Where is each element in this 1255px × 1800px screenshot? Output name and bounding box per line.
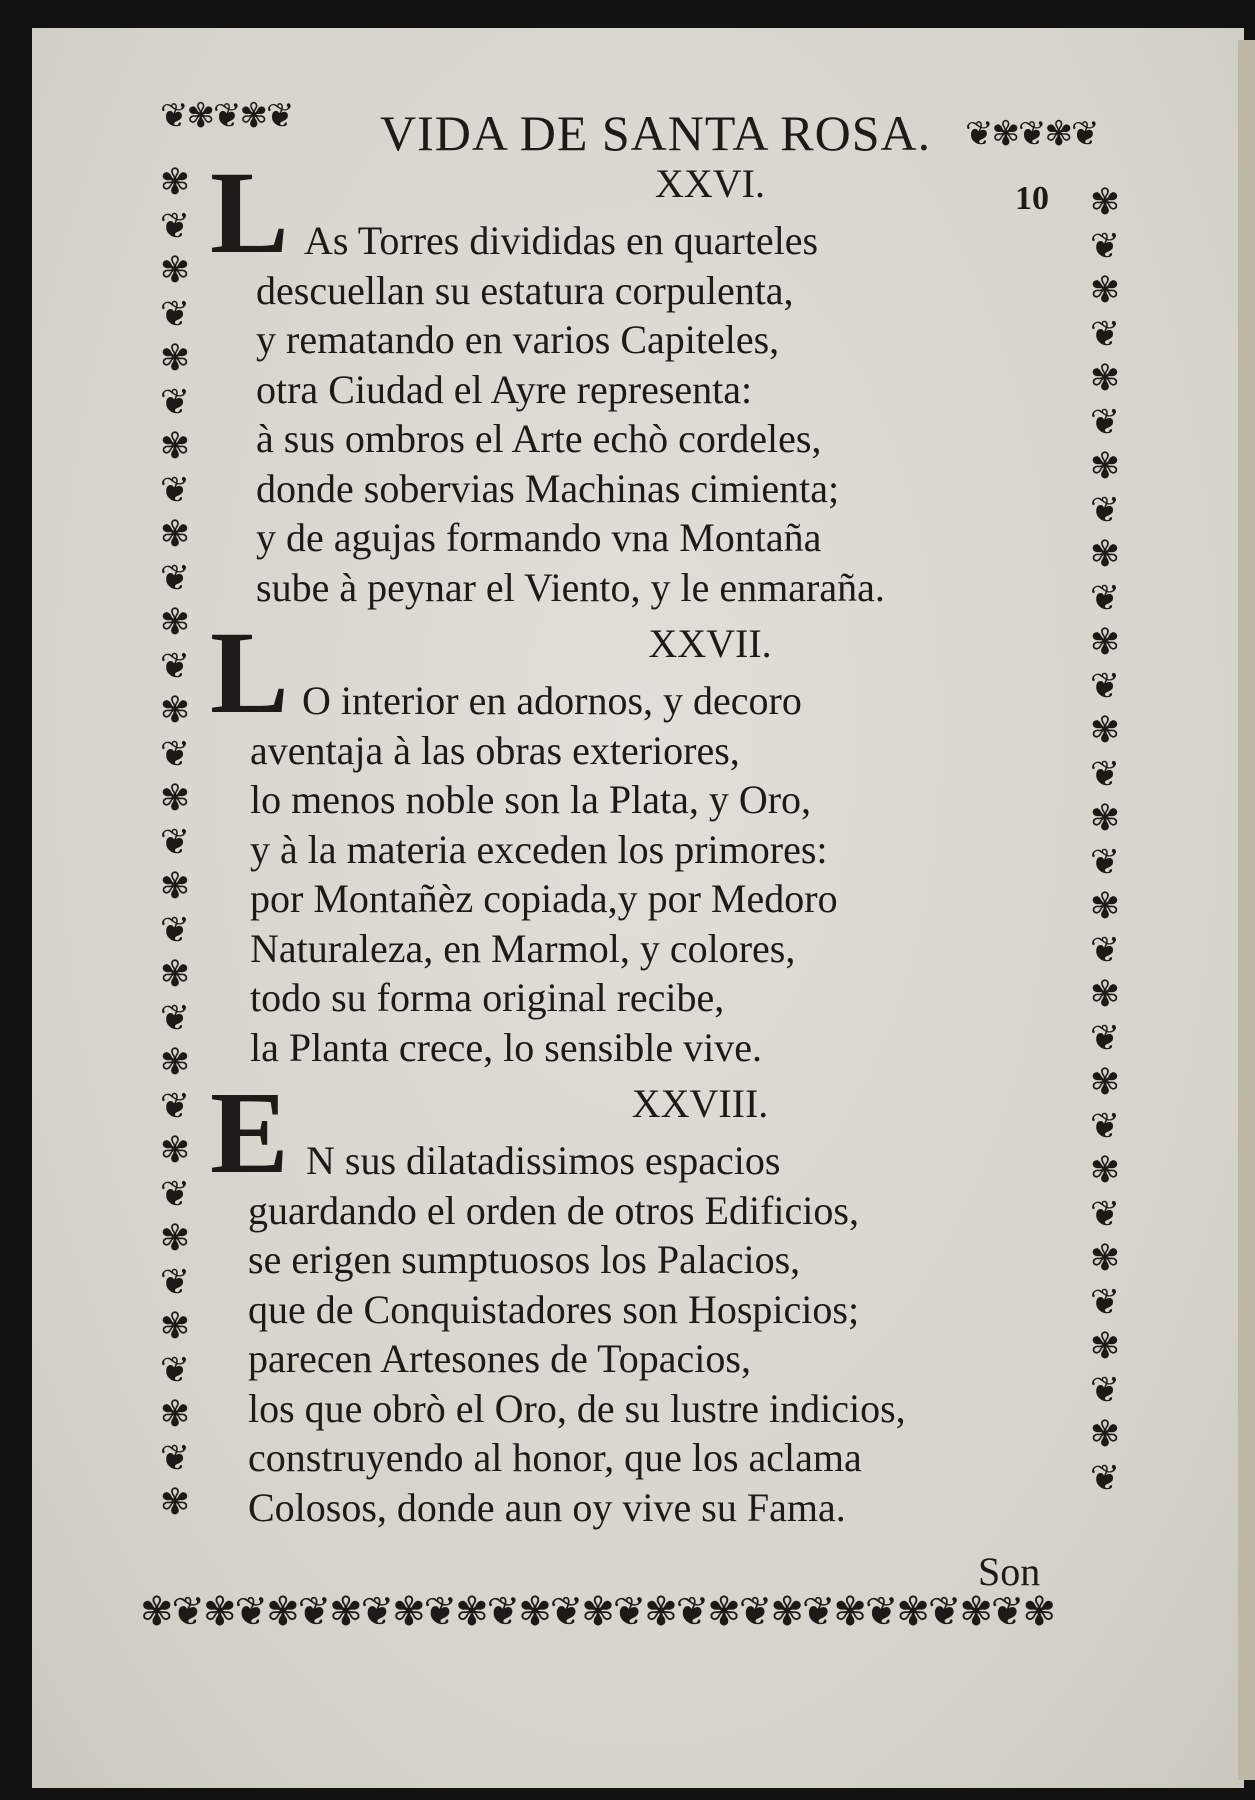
verse-line: la Planta crece, lo sensible vive.: [250, 1024, 763, 1070]
ornament-bottom-border-icon: ✾❦✾❦✾❦✾❦✾❦✾❦✾❦✾❦✾❦✾❦✾❦✾❦✾❦✾❦✾: [140, 1589, 1054, 1634]
verse-line: lo menos noble son la Plata, y Oro,: [250, 777, 812, 822]
ornament-left-border-icon: ✾ ❦ ✾ ❦ ✾ ❦ ✾ ❦ ✾ ❦ ✾ ❦ ✾ ❦ ✾ ❦ ✾ ❦ ✾ ❦ ✾ ❦ ✾ ❦ ✾ ❦ ✾ ❦ ✾ ❦ ✾: [159, 162, 191, 1522]
verse-line: sube à peynar el Viento, y le enmaraña.: [256, 564, 885, 610]
ornament-top-right-icon: ❦✾❦✾❦: [965, 116, 1098, 153]
verse-line: y à la materia exceden los primores:: [250, 826, 828, 872]
ornament-right-border-icon: ✾ ❦ ✾ ❦ ✾ ❦ ✾ ❦ ✾ ❦ ✾ ❦ ✾ ❦ ✾ ❦ ✾ ❦ ✾ ❦ ✾ ❦ ✾ ❦ ✾ ❦ ✾ ❦ ✾ ❦: [1089, 182, 1121, 1498]
stanza-lines: [248, 1136, 906, 1532]
verse-line: parecen Artesones de Topacios,: [248, 1336, 751, 1381]
stanza-number: XXVII.: [648, 621, 772, 666]
verse-line: se erigen sumptuosos los Palacios,: [248, 1237, 801, 1282]
verse-line: à sus ombros el Arte echò cordeles,: [256, 416, 822, 461]
drop-cap: E: [210, 1067, 289, 1198]
verse-line: guardando el orden de otros Edificios,: [248, 1187, 859, 1233]
stanza-lines: [250, 676, 838, 1072]
ornament-top-left-icon: ❦✾❦✾❦: [160, 98, 293, 135]
verse-line: N sus dilatadissimos espacios: [306, 1138, 781, 1183]
running-title: VIDA DE SANTA ROSA.: [380, 105, 932, 161]
verse-line: aventaja à las obras exteriores,: [250, 727, 740, 773]
catchword: Son: [978, 1549, 1041, 1594]
drop-cap: L: [210, 607, 289, 738]
page-number: 10: [1015, 180, 1049, 217]
facing-page-edge: [1238, 40, 1255, 1780]
stanza-number: XXVIII.: [631, 1081, 769, 1126]
drop-cap: L: [210, 147, 289, 278]
verse-line: construyendo al honor, que los aclama: [248, 1435, 862, 1480]
verse-line: donde sobervias Machinas cimienta;: [256, 465, 840, 511]
stanza-number: XXVI.: [655, 161, 765, 206]
verse-line: por Montañèz copiada,y por Medoro: [250, 876, 838, 921]
verse-line: los que obrò el Oro, de su lustre indicios,: [248, 1385, 906, 1431]
verse-line: O interior en adornos, y decoro: [302, 678, 802, 723]
stanza-lines: [256, 216, 885, 612]
verse-line: Naturaleza, en Marmol, y colores,: [250, 925, 796, 971]
verse-line: descuellan su estatura corpulenta,: [256, 267, 794, 313]
verse-line: As Torres divididas en quarteles: [304, 218, 819, 263]
verse-line: y de agujas formando vna Montaña: [256, 515, 822, 560]
verse-line: Colosos, donde aun oy vive su Fama.: [248, 1484, 846, 1530]
verse-line: que de Conquistadores son Hospicios;: [248, 1286, 860, 1332]
verse-line: todo su forma original recibe,: [250, 975, 725, 1020]
verse-line: otra Ciudad el Ayre representa:: [256, 366, 753, 412]
verse-line: y rematando en varios Capiteles,: [256, 317, 780, 362]
